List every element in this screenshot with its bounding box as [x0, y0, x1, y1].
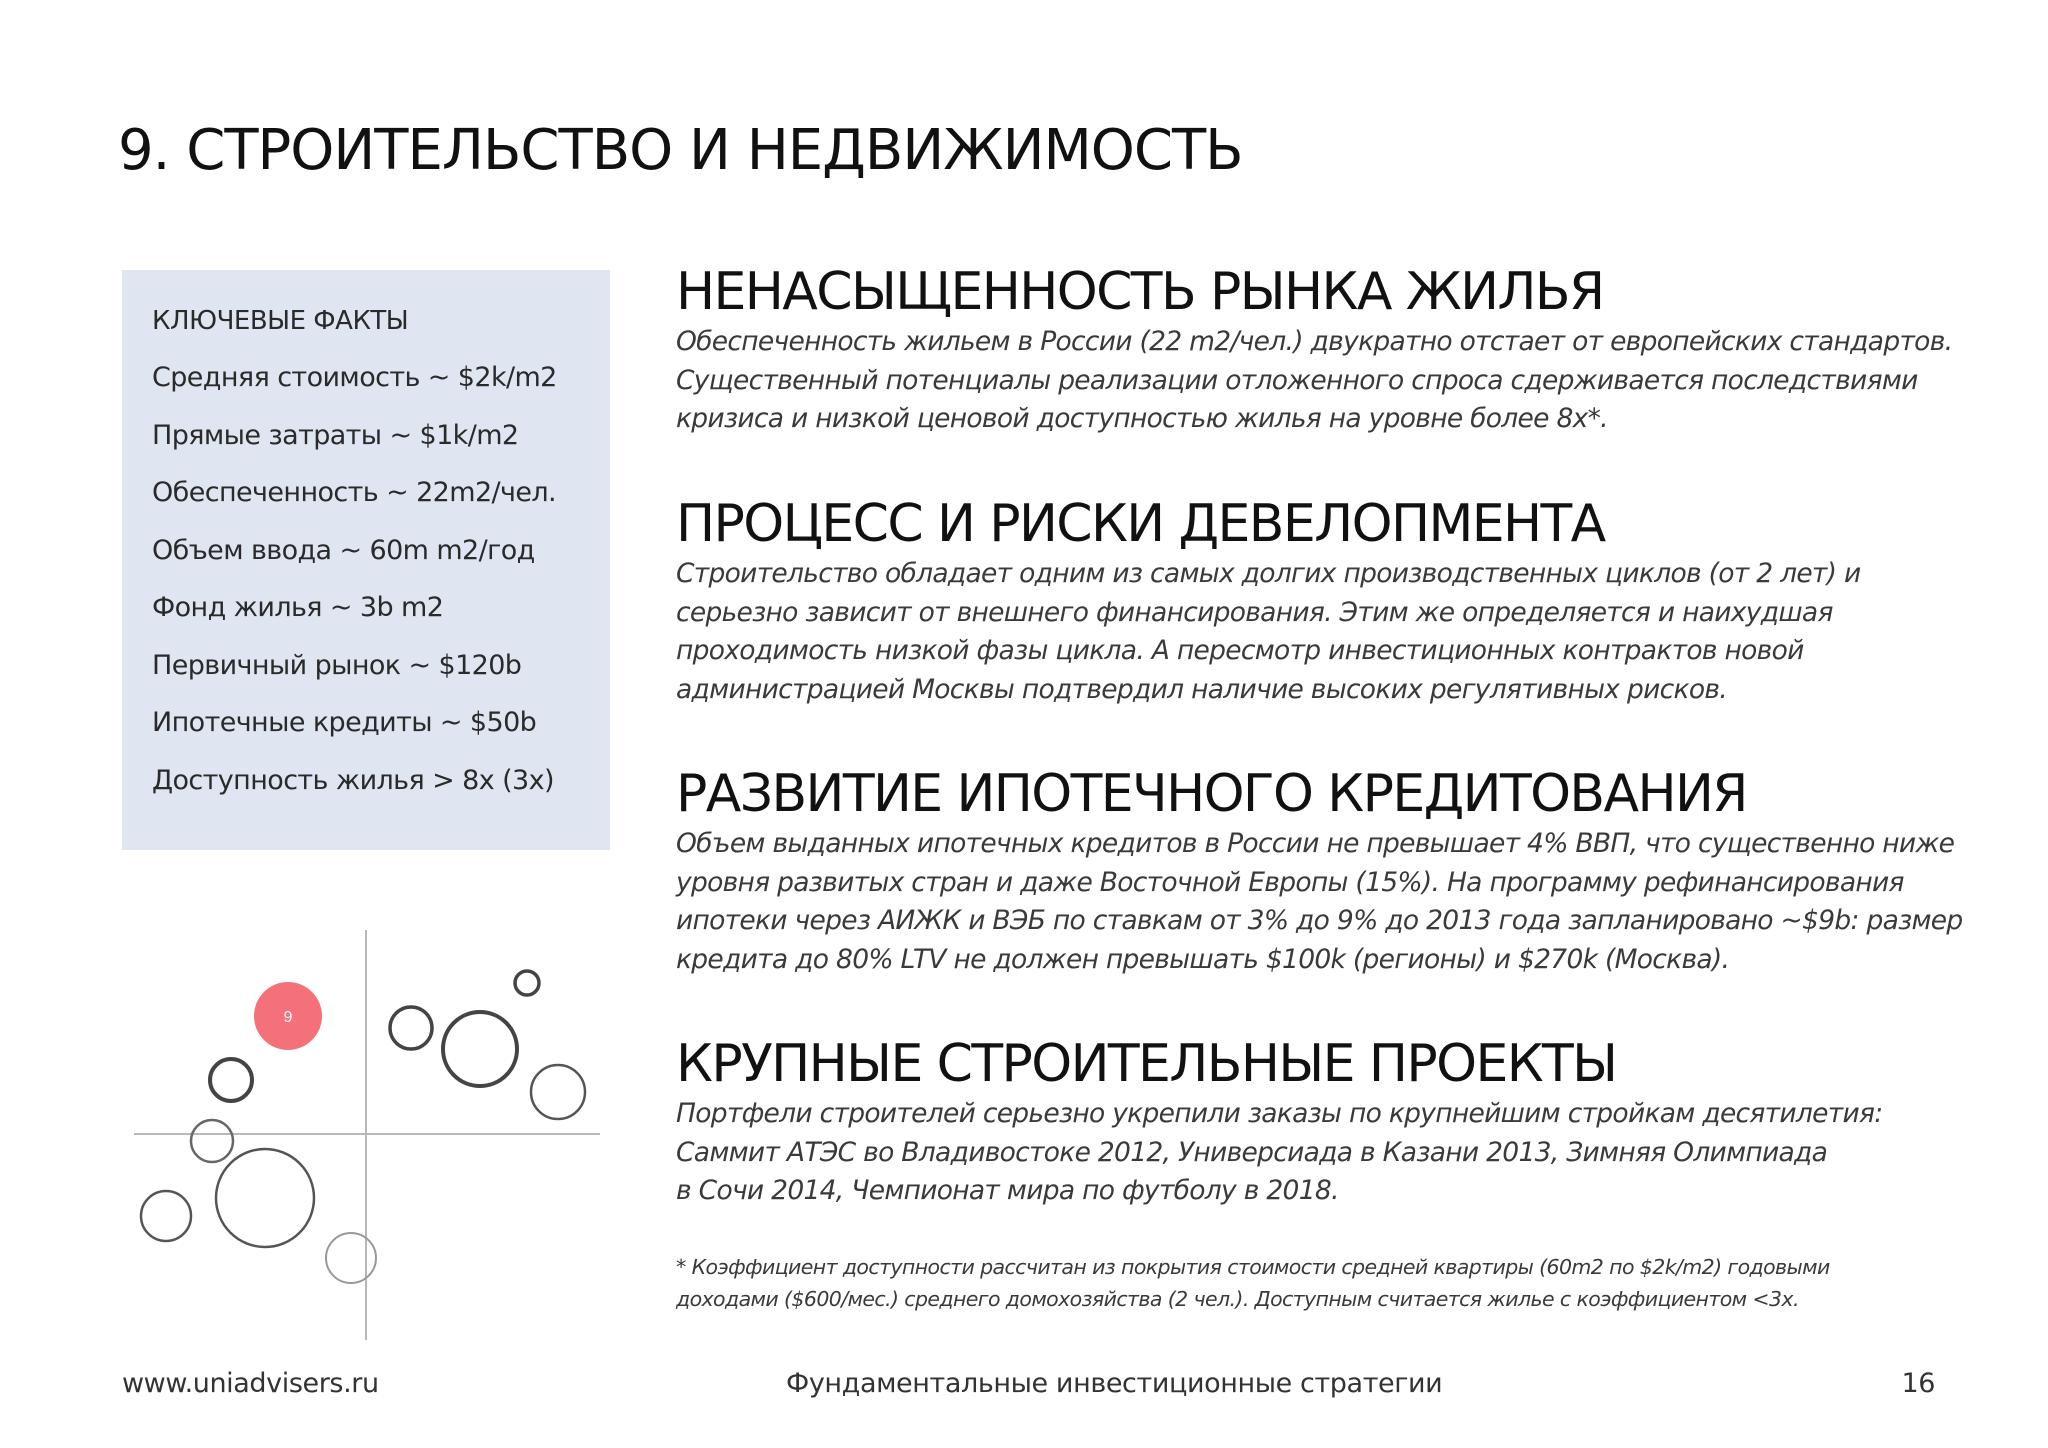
page-number: 16 — [1901, 1368, 1935, 1399]
section-body-line: Строительство обладает одним из самых долгих производственных циклов (от 2 лет) и — [676, 558, 1861, 589]
section-projects — [676, 1034, 1966, 1211]
key-fact-item: Первичный рынок ~ $120b — [152, 649, 522, 681]
chart-bubble — [443, 1012, 517, 1086]
footer-website-link[interactable]: www.uniadvisers.ru — [122, 1368, 379, 1399]
key-fact-item: Доступность жилья > 8x (3x) — [152, 764, 554, 796]
chart-bubble — [326, 1233, 376, 1283]
section-body-line: ипотеки через АИЖК и ВЭБ по ставкам от 3% до 9% до 2013 года запланировано ~$9b: размер — [676, 905, 1963, 936]
section-body — [676, 825, 1966, 979]
section-development — [676, 494, 1966, 709]
section-title: КРУПНЫЕ СТРОИТЕЛЬНЫЕ ПРОЕКТЫ — [676, 1034, 1617, 1094]
bubble-chart-illustration — [128, 920, 608, 1340]
chart-bubble-highlight-label: 9 — [283, 1009, 293, 1026]
section-body-line: Портфели строителей серьезно укрепили заказы по крупнейшим стройкам десятилетия: — [676, 1098, 1883, 1129]
key-facts-panel — [122, 270, 610, 850]
section-body-line: администрацией Москвы подтвердил наличие высоких регулятивных рисков. — [676, 673, 1727, 705]
key-facts-title: КЛЮЧЕВЫЕ ФАКТЫ — [152, 306, 409, 336]
section-body-line: кризиса и низкой ценовой доступностью жилья на уровне более 8х*. — [676, 403, 1608, 434]
footer-subtitle: Фундаментальные инвестиционные стратегии — [786, 1368, 1443, 1399]
footnote-line: * Коэффициент доступности рассчитан из покрытия стоимости средней квартиры (60m2 по $2k/m2) годовыми — [676, 1255, 1830, 1279]
section-body — [676, 323, 1966, 439]
section-body-line: Объем выданных ипотечных кредитов в России не превышает 4% ВВП, что существенно ниже — [676, 828, 1955, 859]
key-fact-item: Ипотечные кредиты ~ $50b — [152, 707, 537, 738]
section-body-line: в Сочи 2014, Чемпионат мира по футболу в 2018. — [676, 1175, 1339, 1206]
key-fact-item: Фонд жилья ~ 3b m2 — [152, 592, 444, 623]
footnote — [676, 1251, 1830, 1315]
key-fact-item: Средняя стоимость ~ $2k/m2 — [152, 362, 557, 393]
section-body — [676, 555, 1966, 709]
section-body-line: серьезно зависит от внешнего финансирования. Этим же определяется и наихудшая — [676, 596, 1833, 628]
chart-bubble — [191, 1120, 233, 1162]
chart-bubble — [216, 1149, 314, 1247]
section-body-line: Саммит АТЭС во Владивостоке 2012, Универсиада в Казани 2013, Зимняя Олимпиада — [676, 1136, 1828, 1168]
page-title: 9. СТРОИТЕЛЬСТВО И НЕДВИЖИМОСТЬ — [118, 118, 1243, 183]
section-body-line: Обеспеченность жильем в России (22 m2/чел.) двукратно отстает от европейских стандартов. — [676, 326, 1953, 357]
chart-bubble — [515, 971, 539, 995]
section-body-line: уровня развитых стран и даже Восточной Европы (15%). На программу рефинансирования — [676, 866, 1904, 898]
chart-bubble — [141, 1191, 191, 1241]
section-title: ПРОЦЕСС И РИСКИ ДЕВЕЛОПМЕНТА — [676, 494, 1605, 554]
key-fact-item: Обеспеченность ~ 22m2/чел. — [152, 477, 557, 508]
chart-bubble — [390, 1007, 432, 1049]
chart-bubble — [531, 1065, 585, 1119]
section-market — [676, 262, 1966, 439]
key-fact-item: Объем ввода ~ 60m m2/год — [152, 534, 535, 566]
section-body — [676, 1095, 1966, 1211]
section-body-line: проходимость низкой фазы цикла. А пересмотр инвестиционных контрактов новой — [676, 635, 1804, 666]
section-title: НЕНАСЫЩЕННОСТЬ РЫНКА ЖИЛЬЯ — [676, 262, 1604, 322]
section-title: РАЗВИТИЕ ИПОТЕЧНОГО КРЕДИТОВАНИЯ — [676, 764, 1747, 824]
section-body-line: кредита до 80% LTV не должен превышать $100k (регионы) и $270k (Москва). — [676, 943, 1730, 975]
section-mortgage — [676, 764, 1966, 979]
key-fact-item: Прямые затраты ~ $1k/m2 — [152, 419, 519, 451]
footnote-line: доходами ($600/мес.) среднего домохозяйства (2 чел.). Доступным считается жилье с коэффициентом <3x. — [676, 1287, 1799, 1311]
chart-bubble — [210, 1059, 252, 1101]
section-body-line: Существенный потенциалы реализации отложенного спроса сдерживается последствиями — [676, 364, 1918, 396]
